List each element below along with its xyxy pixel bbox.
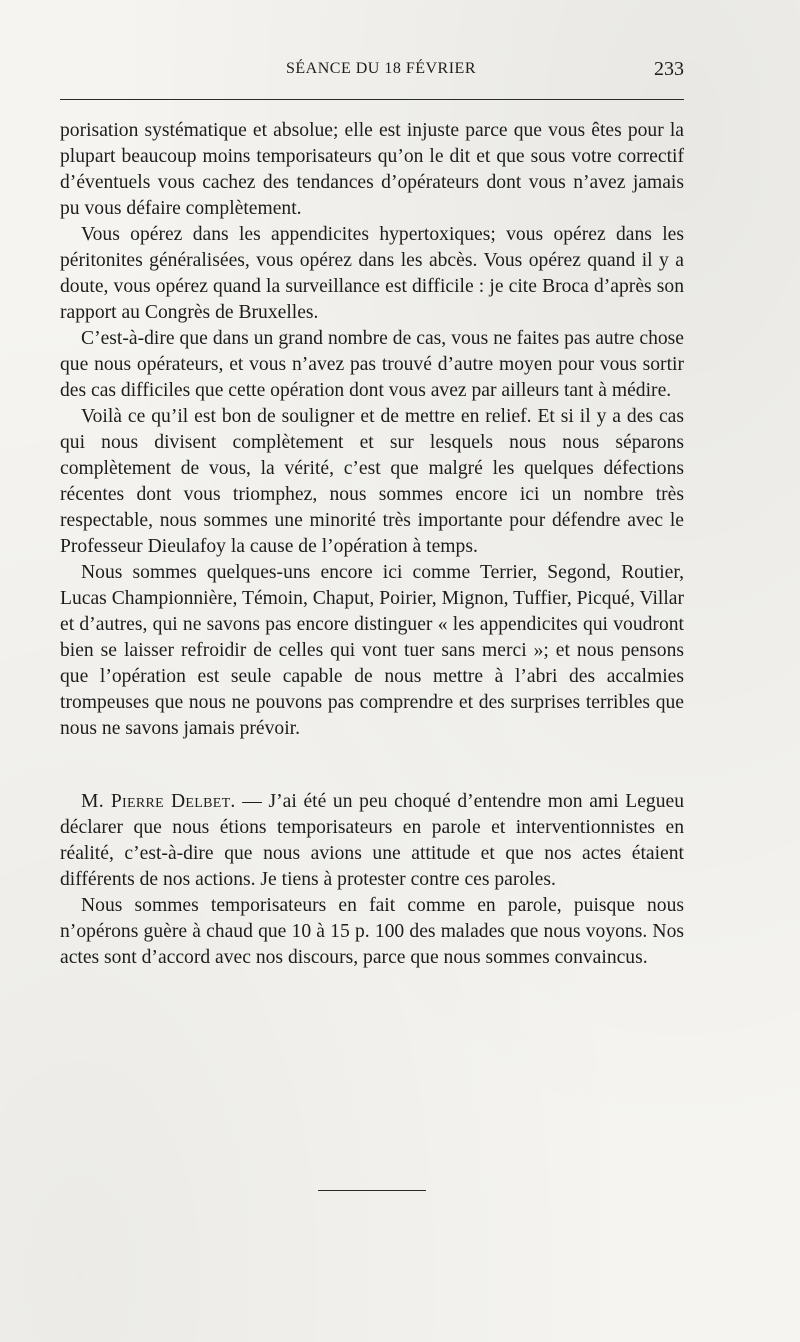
paragraph: Vous opérez dans les appendicites hypertoxiques; vous opérez dans les péritonites généralisées, vous opérez dans les abcès. Vous opérez quand il y a doute, vous opérez quand la surveillance est difficile : je cite Broca d’après son rapport au Congrès de Bruxelles.	[60, 224, 684, 323]
body-text	[60, 118, 684, 971]
delbet-statement: — J’ai été un peu choqué d’entendre mon ami Legueu déclarer que nous étions temporisateurs en parole et interventionnistes en réalité, c’est-à-dire que nous avions une attitude et que nos actes étaient différents de nos actions. Je tiens à protester contre ces paroles.	[60, 791, 684, 890]
paragraph: C’est-à-dire que dans un grand nombre de cas, vous ne faites pas autre chose que nous opérateurs, et vous n’avez pas trouvé d’autre moyen pour vous sortir des cas difficiles que cette opération dont vous avez par ailleurs tant à médire.	[60, 328, 684, 401]
delbet-paragraph	[60, 789, 684, 893]
page-number: 233	[654, 58, 684, 80]
paragraph: Nous sommes quelques-uns encore ici comme Terrier, Segond, Routier, Lucas Championnière, Témoin, Chaput, Poirier, Mignon, Tuffier, Picqué, Villar et d’autres, qui ne savons pas encore distinguer « les appendicites qui voudront bien se laisser refroidir de celles qui vont tuer sans merci »; et nous pensons que l’opération est seule capable de nous mettre à l’abri des accalmies trompeuses que nous ne pouvons pas comprendre et des surprises terribles que nous ne savons jamais prévoir.	[60, 562, 684, 739]
paragraph: Voilà ce qu’il est bon de souligner et de mettre en relief. Et si il y a des cas qui nous divisent complètement et sur lesquels nous nous séparons complètement de vous, la vérité, c’est que malgré les quelques défections récentes dont vous triomphez, nous sommes encore ici un nombre très respectable, nous sommes une minorité très importante pour défendre avec le Professeur Dieulafoy la cause de l’opération à temps.	[60, 406, 684, 557]
running-title: SÉANCE DU 18 FÉVRIER	[285, 60, 476, 77]
paragraph: Nous sommes temporisateurs en fait comme en parole, puisque nous n’opérons guère à chaud que 10 à 15 p. 100 des malades que nous voyons. Nos actes sont d’accord avec nos discours, parce que nous sommes convaincus.	[60, 895, 684, 968]
paragraph: porisation systématique et absolue; elle est injuste parce que vous êtes pour la plupart beaucoup moins temporisateurs qu’on le dit et que sous votre correctif d’éventuels vous cachez des tendances d’opérateurs dont vous n’avez jamais pu vous défaire complètement.	[60, 120, 684, 219]
speaker-name: M. Pierre Delbet.	[81, 791, 236, 812]
header-rule	[60, 99, 684, 100]
page-header	[60, 60, 684, 90]
end-rule	[318, 1190, 426, 1191]
